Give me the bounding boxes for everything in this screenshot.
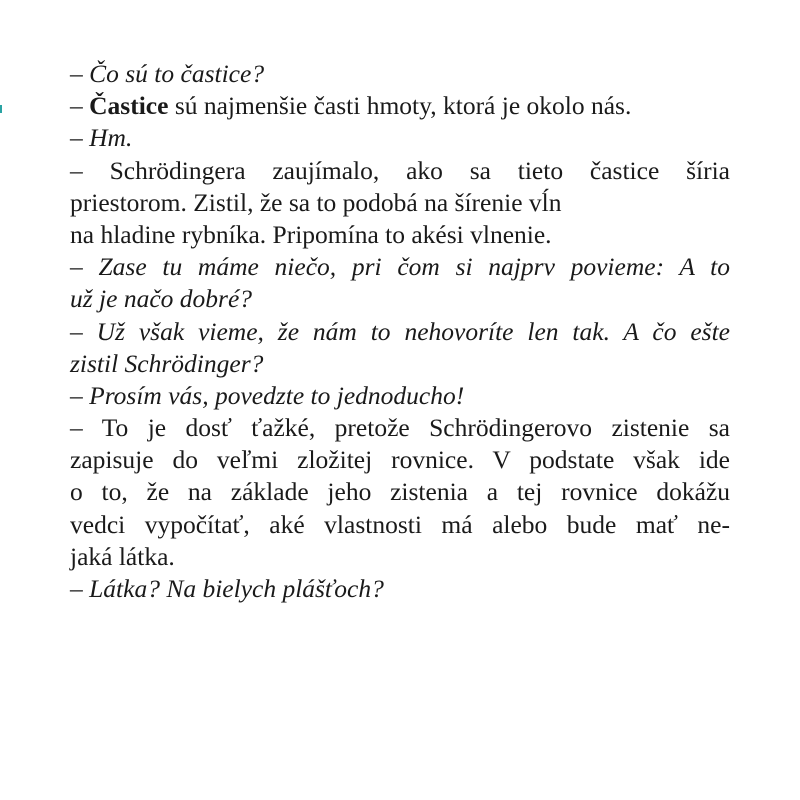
dash: – [70,91,90,121]
definition-text: sú najmenšie časti hmoty, ktorá je okolo nás. [168,91,632,121]
text-line-4: – Schrödingera zaujímalo, ako sa tieto častice šíria [70,155,730,185]
text-line-6: na hladine rybníka. Pripomína to akési vlnenie. [70,219,552,249]
bold-term-castice: Častice [89,91,169,121]
text-line-1: – Čo sú to častice? [70,59,265,88]
text-line-14: o to, že na základe jeho zistenia a tej rovnice dokážu [70,477,730,507]
margin-mark [0,105,2,113]
text-line-13: zapisuje do veľmi zložitej rovnice. V podstate však ide [70,445,730,475]
text-line-7: – Zase tu máme niečo, pri čom si najprv povieme: A to [70,252,730,282]
text-line-12: – To je dosť ťažké, pretože Schrödingerovo zistenie sa [70,413,730,443]
dialogue-text [70,58,730,605]
text-line-16: jaká látka. [70,541,175,571]
text-line-3: – Hm. [70,123,133,153]
text-line-15: vedci vypočítať, aké vlastnosti má alebo bude mať ne- [70,509,730,539]
text-line-2 [70,90,730,122]
text-line-8: už je načo dobré? [70,284,253,314]
text-line-5: priestorom. Zistil, že sa to podobá na šírenie vĺn [70,187,562,217]
text-line-17: – Látka? Na bielych plášťoch? [70,574,384,603]
text-line-11: – Prosím vás, povedzte to jednoducho! [70,380,465,410]
text-line-10: zistil Schrödinger? [70,348,264,378]
text-line-9: – Už však vieme, že nám to nehovoríte len tak. A čo ešte [70,316,730,346]
